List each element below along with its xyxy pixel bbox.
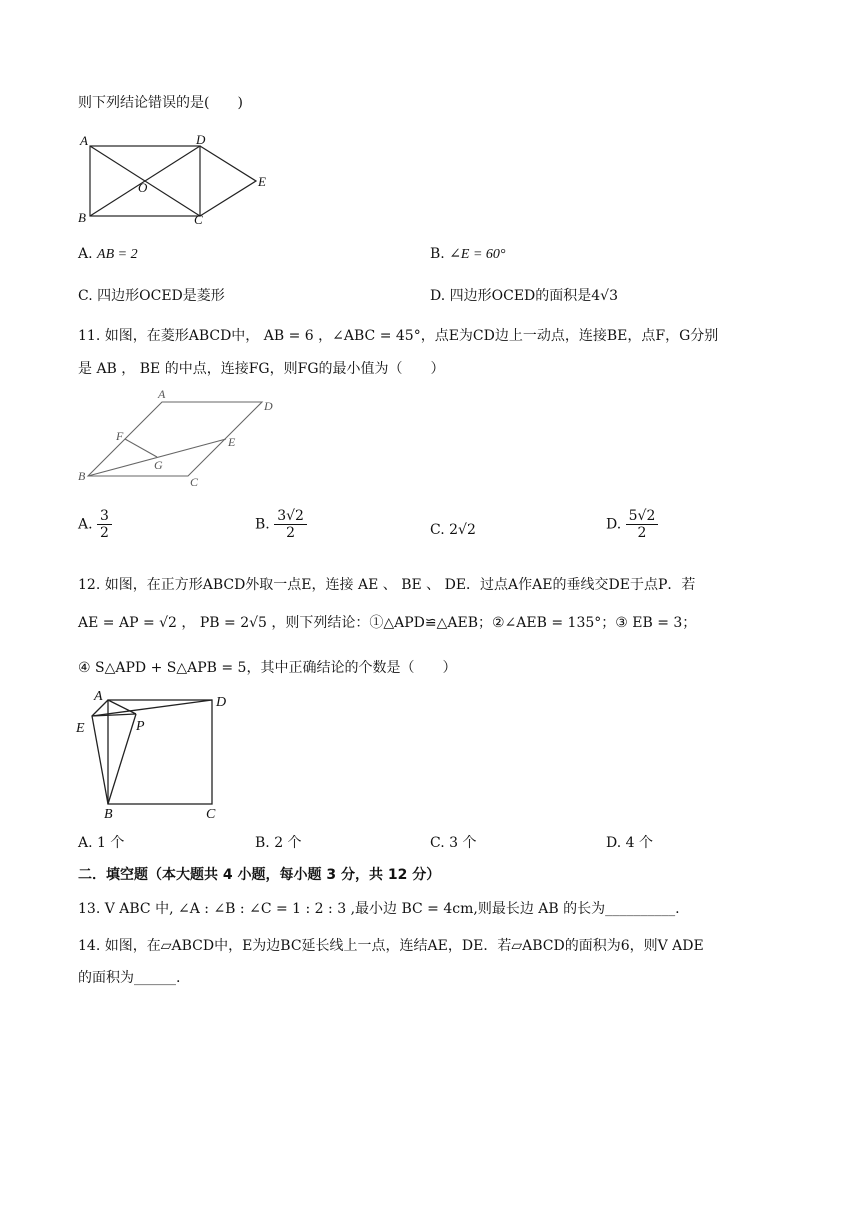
option-text: 2 个 bbox=[274, 835, 302, 851]
q12-figure bbox=[74, 688, 234, 822]
q12-option-b[interactable] bbox=[255, 832, 302, 852]
q12-stem-line1: 12. 如图，在正方形ABCD外取一点E，连接 AE 、 BE 、 DE．过点A作AE的垂线交DE于点P．若 bbox=[78, 577, 696, 593]
q12-label-e: E bbox=[76, 721, 85, 736]
option-text: 1 个 bbox=[97, 835, 125, 851]
q10-option-a[interactable] bbox=[78, 246, 138, 263]
q12-label-p: P bbox=[136, 719, 145, 734]
option-text: 四边形OCED是菱形 bbox=[97, 288, 225, 304]
section-heading: 二．填空题（本大题共 4 小题，每小题 3 分，共 12 分） bbox=[78, 867, 441, 883]
fraction-numerator: 3 bbox=[97, 508, 112, 525]
q10-option-d[interactable] bbox=[430, 285, 618, 305]
q14-stem-line2: 的面积为______. bbox=[78, 970, 181, 986]
q10-figure bbox=[76, 130, 276, 228]
option-text: 四边形OCED的面积是4√3 bbox=[449, 288, 619, 304]
q12-label-c: C bbox=[206, 807, 216, 822]
q10-option-c[interactable] bbox=[78, 285, 225, 305]
q12-label-b: B bbox=[104, 807, 113, 822]
option-letter: B. bbox=[255, 835, 270, 851]
fraction-denominator: 2 bbox=[637, 525, 647, 541]
q10-option-b[interactable] bbox=[430, 246, 506, 263]
option-letter: D. bbox=[430, 288, 446, 304]
option-letter: B. bbox=[255, 516, 270, 533]
option-fraction bbox=[97, 508, 112, 541]
q11-label-e: E bbox=[228, 435, 236, 449]
option-fraction bbox=[274, 508, 307, 541]
q11-stem-line1: 11. 如图，在菱形ABCD中， AB = 6 ，∠ABC = 45°，点E为CD边上一动点，连接BE，点F，G分别 bbox=[78, 328, 719, 344]
q11-option-b[interactable] bbox=[255, 508, 307, 541]
q11-figure bbox=[76, 388, 286, 490]
option-fraction bbox=[626, 508, 659, 541]
fraction-denominator: 2 bbox=[100, 525, 109, 541]
option-text: 3 个 bbox=[449, 835, 477, 851]
option-letter: D. bbox=[606, 835, 622, 851]
q12-stem-line3: ④ S△APD + S△APB = 5，其中正确结论的个数是（ ） bbox=[78, 660, 457, 676]
q11-option-c[interactable] bbox=[430, 522, 476, 538]
q10-label-b: B bbox=[78, 210, 86, 225]
option-letter: C. bbox=[78, 288, 93, 304]
q11-option-a[interactable] bbox=[78, 508, 112, 541]
q12-option-a[interactable] bbox=[78, 832, 124, 852]
q11-label-f: F bbox=[116, 429, 124, 443]
q10-label-c: C bbox=[194, 212, 203, 227]
option-text: AB = 2 bbox=[97, 247, 138, 262]
q12-option-c[interactable] bbox=[430, 832, 476, 852]
q10-label-d: D bbox=[196, 132, 206, 147]
fraction-numerator: 3√2 bbox=[274, 508, 307, 525]
option-letter: A. bbox=[78, 246, 93, 262]
q10-label-o: O bbox=[138, 180, 148, 195]
option-text: 2√2 bbox=[449, 522, 476, 538]
q12-label-a: A bbox=[94, 689, 103, 704]
q10-label-e: E bbox=[258, 174, 266, 189]
q10-label-a: A bbox=[80, 133, 88, 148]
q12-stem-line2: AE = AP = √2 ， PB = 2√5 ，则下列结论：①△APD≌△AEB；②∠AEB = 135°；③ EB = 3； bbox=[78, 615, 697, 631]
q11-label-c: C bbox=[190, 475, 199, 489]
q11-option-d[interactable] bbox=[606, 508, 658, 541]
q11-label-g: G bbox=[154, 458, 163, 472]
q11-label-b: B bbox=[78, 469, 86, 483]
option-letter: B. bbox=[430, 246, 445, 262]
q11-label-d: D bbox=[264, 399, 273, 413]
q12-option-d[interactable] bbox=[606, 832, 653, 852]
option-letter: A. bbox=[78, 516, 93, 533]
q11-stem-line2: 是 AB ， BE 的中点，连接FG，则FG的最小值为（ ） bbox=[78, 361, 445, 377]
option-text: ∠E = 60° bbox=[449, 247, 506, 262]
q14-stem-line1: 14. 如图，在▱ABCD中，E为边BC延长线上一点，连结AE，DE．若▱ABCD的面积为6，则V ADE bbox=[78, 938, 704, 954]
option-letter: D. bbox=[606, 516, 622, 533]
q10-stem: 则下列结论错误的是( ) bbox=[78, 95, 243, 111]
option-letter: A. bbox=[78, 835, 93, 851]
option-letter: C. bbox=[430, 522, 445, 538]
option-text: 4 个 bbox=[625, 835, 653, 851]
option-letter: C. bbox=[430, 835, 445, 851]
q12-label-d: D bbox=[216, 695, 227, 710]
fraction-numerator: 5√2 bbox=[626, 508, 659, 525]
q13-stem: 13. V ABC 中, ∠A : ∠B : ∠C = 1 : 2 : 3 ,最小边 BC = 4cm,则最长边 AB 的长为__________. bbox=[78, 901, 680, 917]
q11-label-a: A bbox=[158, 388, 166, 401]
fraction-denominator: 2 bbox=[286, 525, 296, 541]
